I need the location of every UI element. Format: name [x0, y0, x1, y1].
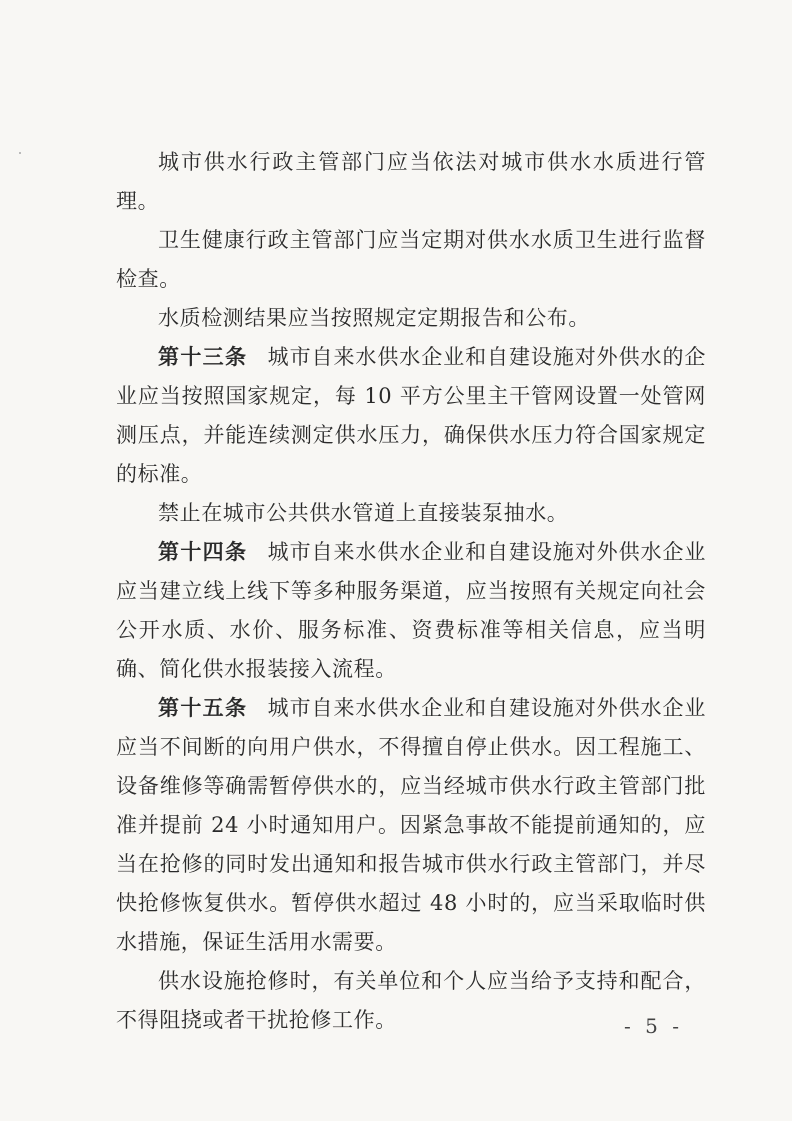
paragraph-test-results: [116, 299, 706, 338]
article-number: 第十三条: [158, 345, 248, 369]
paragraph-text: 城市供水行政主管部门应当依法对城市供水水质进行管理。: [116, 150, 706, 213]
paragraph-water-quality-management: [116, 143, 706, 221]
scan-dot-mark: [19, 152, 21, 154]
paragraph-article-13: [116, 338, 706, 494]
paragraph-text: 城市自来水供水企业和自建设施对外供水的企业应当按照国家规定，每 10 平方公里主干管网设置一处管网测压点，并能连续测定供水压力，确保供水压力符合国家规定的标准。: [116, 345, 707, 486]
paragraph-text: 水质检测结果应当按照规定定期报告和公布。: [158, 306, 590, 330]
paragraph-text: 供水设施抢修时，有关单位和个人应当给予支持和配合，不得阻挠或者干扰抢修工作。: [116, 969, 706, 1032]
paragraph-health-supervision: [116, 221, 706, 299]
paragraph-text: 城市自来水供水企业和自建设施对外供水企业应当不间断的向用户供水，不得擅自停止供水。因工程施工、设备维修等确需暂停供水的，应当经城市供水行政主管部门批准并提前 24 小时通知用户。因紧急事故不能提前通知的，应当在抢修的同时发出通知和报告城市供水行政主管部门，并尽快抢修恢复供水。暂停供水超过 48 小时的，应当采取临时供水措施，保证生活用水需要。: [116, 696, 707, 954]
paragraph-repair-cooperation: [116, 962, 706, 1040]
paragraph-text: 卫生健康行政主管部门应当定期对供水水质卫生进行监督检查。: [116, 228, 706, 291]
paragraph-article-14: [116, 533, 706, 689]
page-number: - 5 -: [624, 1014, 683, 1038]
article-number: 第十四条: [158, 540, 248, 564]
article-number: 第十五条: [158, 696, 248, 720]
paragraph-text: 禁止在城市公共供水管道上直接装泵抽水。: [158, 501, 569, 525]
paragraph-text: 城市自来水供水企业和自建设施对外供水企业应当建立线上线下等多种服务渠道，应当按照有关规定向社会公开水质、水价、服务标准、资费标准等相关信息，应当明确、简化供水报装接入流程。: [116, 540, 707, 681]
document-body: [116, 143, 706, 1040]
paragraph-article-15: [116, 689, 706, 962]
paragraph-pump-prohibition: [116, 494, 706, 533]
